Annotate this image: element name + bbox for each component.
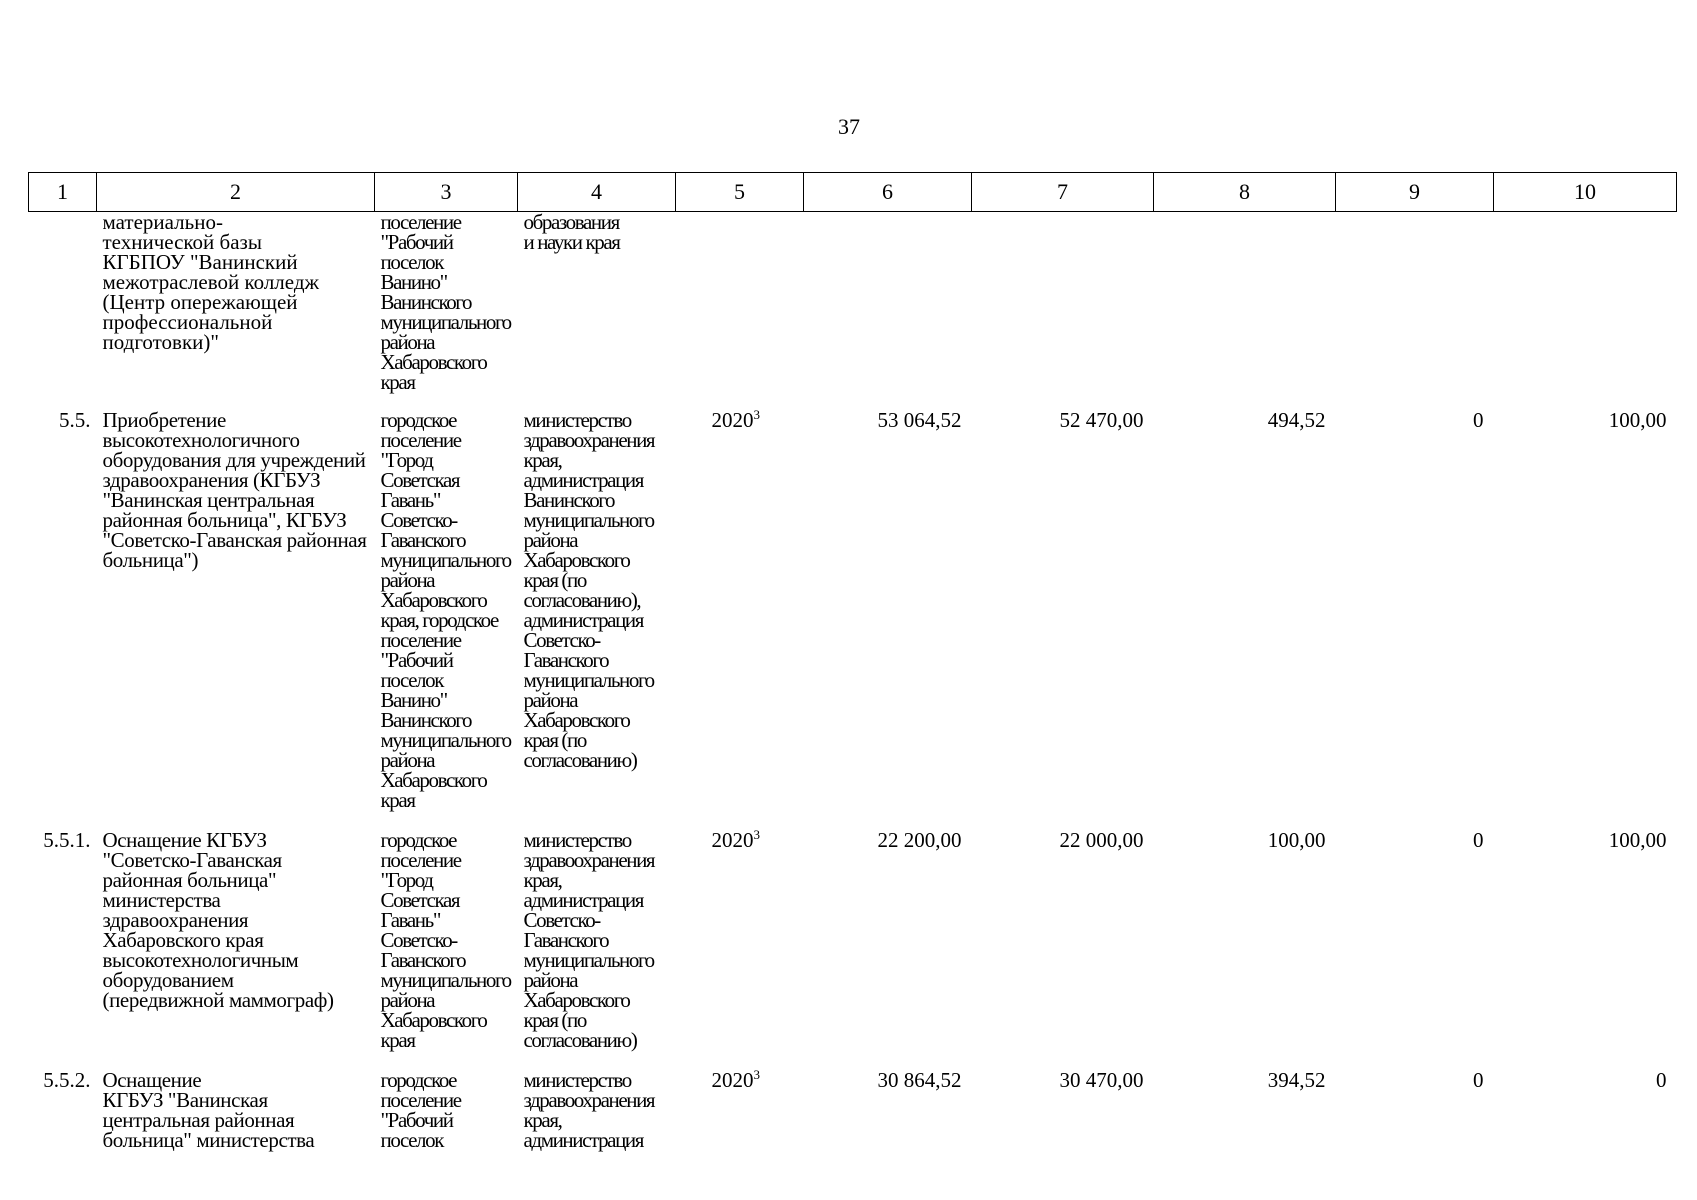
year-cell [676, 822, 804, 1062]
value-cell: 0 [1473, 828, 1484, 852]
row-number: 5.5.1. [43, 828, 91, 852]
event-name: Приобретение высокотехнологичного оборудования для учреждений здравоохранения (КГБУЗ "Ванинская центральная районная больница", КГБУЗ "Советско-Гаванская районная больница") [102, 408, 367, 572]
value-cell [1494, 212, 1677, 403]
executor-cell: министерство здравоохранения края, администрация Ванинского муниципального района Хабаровского края (по согласованию), администрация Советско- Гаванского муниципального района Хабаровского края (по согласованию) [523, 408, 655, 772]
value-cell: 100,00 [1267, 828, 1326, 852]
row-number [29, 212, 97, 403]
year-value: 2020 [711, 1068, 754, 1092]
settlement-cell: городское поселение "Рабочий поселок [380, 1068, 461, 1152]
value-cell [972, 212, 1154, 403]
column-header: 9 [1336, 173, 1494, 212]
event-name: Оснащение КГБУЗ "Ванинская центральная районная больница" министерства [102, 1068, 315, 1152]
year-value: 2020 [711, 828, 754, 852]
settlement-cell: поселение "Рабочий поселок Ванино" Ванинского муниципального района Хабаровского края [380, 210, 511, 394]
value-cell [804, 212, 972, 403]
value-cell: 53 064,52 [877, 408, 962, 432]
column-header: 4 [518, 173, 676, 212]
value-cell: 30 864,52 [877, 1068, 962, 1092]
footnote-mark: 3 [753, 827, 760, 842]
column-header: 7 [972, 173, 1154, 212]
executor-cell: образования и науки края [523, 210, 620, 254]
column-header: 6 [804, 173, 972, 212]
year-cell [676, 402, 804, 822]
value-cell: 0 [1473, 408, 1484, 432]
column-header: 1 [29, 173, 97, 212]
value-cell: 22 000,00 [1059, 828, 1144, 852]
year-value: 2020 [711, 408, 754, 432]
column-header: 2 [97, 173, 375, 212]
column-header: 5 [676, 173, 804, 212]
event-name: материально- технической базы КГБПОУ "Ванинский межотраслевой колледж (Центр опережающей профессиональной подготовки)" [102, 210, 320, 354]
value-cell: 494,52 [1267, 408, 1326, 432]
value-cell [1336, 212, 1494, 403]
table-row [29, 212, 1677, 403]
value-cell: 100,00 [1608, 828, 1667, 852]
value-cell [1154, 212, 1336, 403]
column-header: 10 [1494, 173, 1677, 212]
year-cell [676, 1062, 804, 1170]
footnote-mark: 3 [753, 1067, 760, 1082]
settlement-cell: городское поселение "Город Советская Гавань" Советско- Гаванского муниципального района Хабаровского края [380, 828, 511, 1052]
table-row [29, 1062, 1677, 1170]
year-cell [676, 212, 804, 403]
program-table [28, 172, 1676, 1170]
footnote-mark: 3 [753, 407, 760, 422]
value-cell: 30 470,00 [1059, 1068, 1144, 1092]
value-cell: 0 [1656, 1068, 1667, 1092]
settlement-cell: городское поселение "Город Советская Гавань" Советско- Гаванского муниципального района Хабаровского края, городское поселение "Рабочий поселок Ванино" Ванинского муниципального района Хабаровского края [380, 408, 511, 812]
table-row [29, 402, 1677, 822]
row-number: 5.5.2. [43, 1068, 91, 1092]
value-cell: 394,52 [1267, 1068, 1326, 1092]
value-cell: 100,00 [1608, 408, 1667, 432]
row-number: 5.5. [59, 408, 91, 432]
executor-cell: министерство здравоохранения края, администрация Советско- Гаванского муниципального района Хабаровского края (по согласованию) [523, 828, 655, 1052]
table-row [29, 822, 1677, 1062]
page-number: 37 [838, 114, 860, 139]
table-header-row [29, 173, 1677, 212]
executor-cell: министерство здравоохранения края, администрация [523, 1068, 655, 1152]
column-header: 3 [375, 173, 518, 212]
column-header: 8 [1154, 173, 1336, 212]
value-cell: 52 470,00 [1059, 408, 1144, 432]
event-name: Оснащение КГБУЗ "Советско-Гаванская районная больница" министерства здравоохранения Хабаровского края высокотехнологичным оборудованием (передвижной маммограф) [102, 828, 334, 1012]
value-cell: 22 200,00 [877, 828, 962, 852]
value-cell: 0 [1473, 1068, 1484, 1092]
